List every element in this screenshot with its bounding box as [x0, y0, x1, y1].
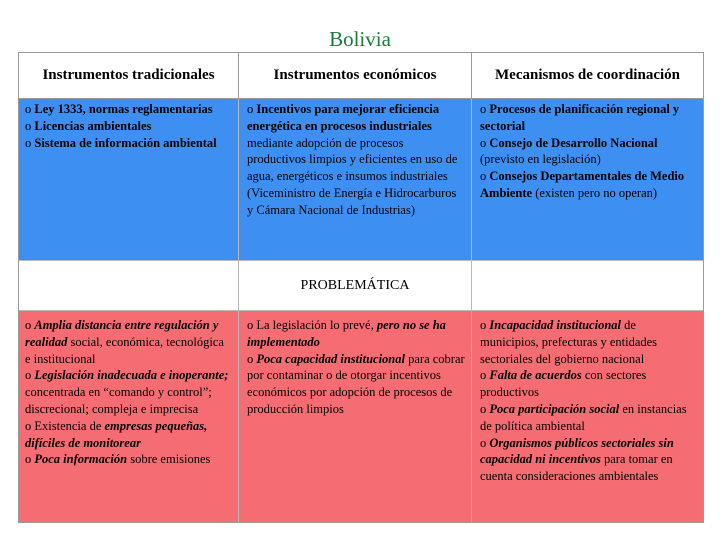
bullet-text-run: Legislación inadecuada e inoperante;	[34, 368, 229, 383]
bullet-text-run: o	[480, 318, 490, 332]
bullet-text-run: Organismos públicos sectoriales sin capacidad ni incentivos	[480, 435, 674, 467]
bullet-item	[25, 317, 232, 367]
bullet-text-run: empresas pequeñas, difíciles de monitorear	[25, 418, 208, 450]
problematica-blank-right	[472, 261, 703, 311]
bullet-text-run: en instancias de política ambiental	[480, 401, 687, 433]
bullet-text-run: o	[480, 135, 490, 150]
bullet-text-run: Incentivos para mejorar eficiencia energética en procesos industriales	[247, 102, 440, 133]
bullet-text-run: social, económica, tecnológica e institucional	[25, 334, 224, 366]
bullet-text-run: concentrada en “comando y control”; discrecional; compleja e imprecisa	[25, 385, 212, 416]
traditional-problems-cell	[19, 311, 239, 522]
page-title: Bolivia	[329, 27, 391, 51]
bullet-text-run: o	[480, 169, 490, 184]
bullet-text-run: o	[25, 368, 35, 383]
header-economic-instruments: Instrumentos económicos	[239, 53, 472, 99]
bullet-text-run: Consejo de Desarrollo Nacional	[489, 135, 658, 150]
economic-problems-cell	[239, 311, 472, 522]
bullet-item	[247, 101, 465, 219]
bullet-text-run: para cobrar por contaminar o de otorgar incentivos económicos por adopción de procesos de producción limpios	[247, 351, 465, 416]
bullet-text-run: Falta de acuerdos	[489, 368, 582, 383]
coordination-problems-cell	[472, 311, 703, 522]
bullet-text-run: Ley 1333, normas reglamentarias	[34, 102, 213, 116]
economic-instruments-list	[239, 99, 471, 219]
bullet-text-run: (previsto en legislación)	[480, 152, 601, 167]
bullet-text-run: o	[25, 102, 35, 116]
bullet-text-run: o	[25, 135, 35, 150]
bullet-text-run: Amplia distancia entre regulación y realidad	[25, 318, 219, 349]
bullet-item	[25, 451, 232, 468]
bullet-text-run: Poca participación social	[489, 401, 620, 416]
bullet-text-run: o	[247, 351, 257, 366]
bullet-item	[25, 135, 232, 152]
bullet-text-run: La legislación lo prevé,	[256, 318, 377, 332]
header-traditional-instruments: Instrumentos tradicionales	[19, 53, 239, 99]
coordination-mechanisms-list	[472, 99, 703, 202]
bullet-text-run: Incapacidad institucional	[489, 318, 621, 332]
bullet-item	[25, 367, 232, 417]
bullet-item	[247, 351, 465, 418]
bullet-text-run: con sectores productivos	[480, 368, 647, 400]
problematica-label: PROBLEMÁTICA	[239, 261, 472, 311]
economic-problems-list	[239, 311, 471, 418]
bullet-text-run: o	[480, 435, 490, 450]
bullet-text-run: o	[247, 318, 257, 332]
bullet-text-run: o	[25, 418, 35, 433]
bullet-text-run: Consejos Departamentales de Medio Ambiente	[480, 169, 685, 200]
coordination-mechanisms-cell	[472, 99, 703, 261]
bullet-text-run: mediante adopción de procesos productivos limpios y eficientes en uso de agua, energéticos e insumos industriales (Viceministro de Energía e Hidrocarburos y Cámara Nacional de Industrias)	[247, 135, 458, 217]
bullet-text-run: Procesos de planificación regional y sectorial	[480, 102, 680, 133]
bullet-item	[480, 401, 697, 435]
bullet-item	[25, 418, 232, 452]
bullet-text-run: pero no se ha implementado	[247, 318, 446, 349]
traditional-instruments-list	[19, 99, 238, 151]
bullet-text-run: o	[25, 318, 35, 332]
bullet-item	[480, 168, 697, 202]
traditional-problems-list	[19, 311, 238, 468]
coordination-problems-list	[472, 311, 703, 485]
bullet-item	[480, 435, 697, 485]
bullet-item	[480, 367, 697, 401]
traditional-instruments-cell	[19, 99, 239, 261]
bullet-text-run: Poca capacidad institucional	[256, 351, 405, 366]
bullet-text-run: Sistema de información ambiental	[34, 135, 217, 150]
bullet-text-run: sobre emisiones	[127, 452, 211, 467]
economic-instruments-cell	[239, 99, 472, 261]
bullet-item	[25, 118, 232, 135]
bullet-item	[480, 135, 697, 169]
bullet-text-run: Licencias ambientales	[34, 118, 152, 133]
bullet-text-run: o	[480, 102, 490, 116]
bullet-text-run: de municipios, prefecturas y entidades sectoriales del gobierno nacional	[480, 318, 658, 366]
bullet-text-run: para tomar en cuenta consideraciones ambientales	[480, 452, 673, 484]
bolivia-table	[18, 52, 704, 523]
bullet-text-run: o	[25, 118, 35, 133]
bullet-item	[480, 317, 697, 367]
bullet-text-run: Existencia de	[34, 418, 105, 433]
bullet-text-run: o	[247, 102, 257, 116]
bullet-text-run: (existen pero no operan)	[532, 185, 658, 200]
bullet-item	[25, 101, 232, 118]
header-coordination-mechanisms: Mecanismos de coordinación	[472, 53, 703, 99]
bullet-item	[480, 101, 697, 135]
bullet-text-run: o	[25, 452, 35, 467]
bullet-text-run: o	[480, 401, 490, 416]
bullet-item	[247, 317, 465, 351]
bullet-text-run: o	[480, 368, 490, 383]
bullet-text-run: Poca información	[34, 452, 128, 467]
problematica-blank-left	[19, 261, 239, 311]
